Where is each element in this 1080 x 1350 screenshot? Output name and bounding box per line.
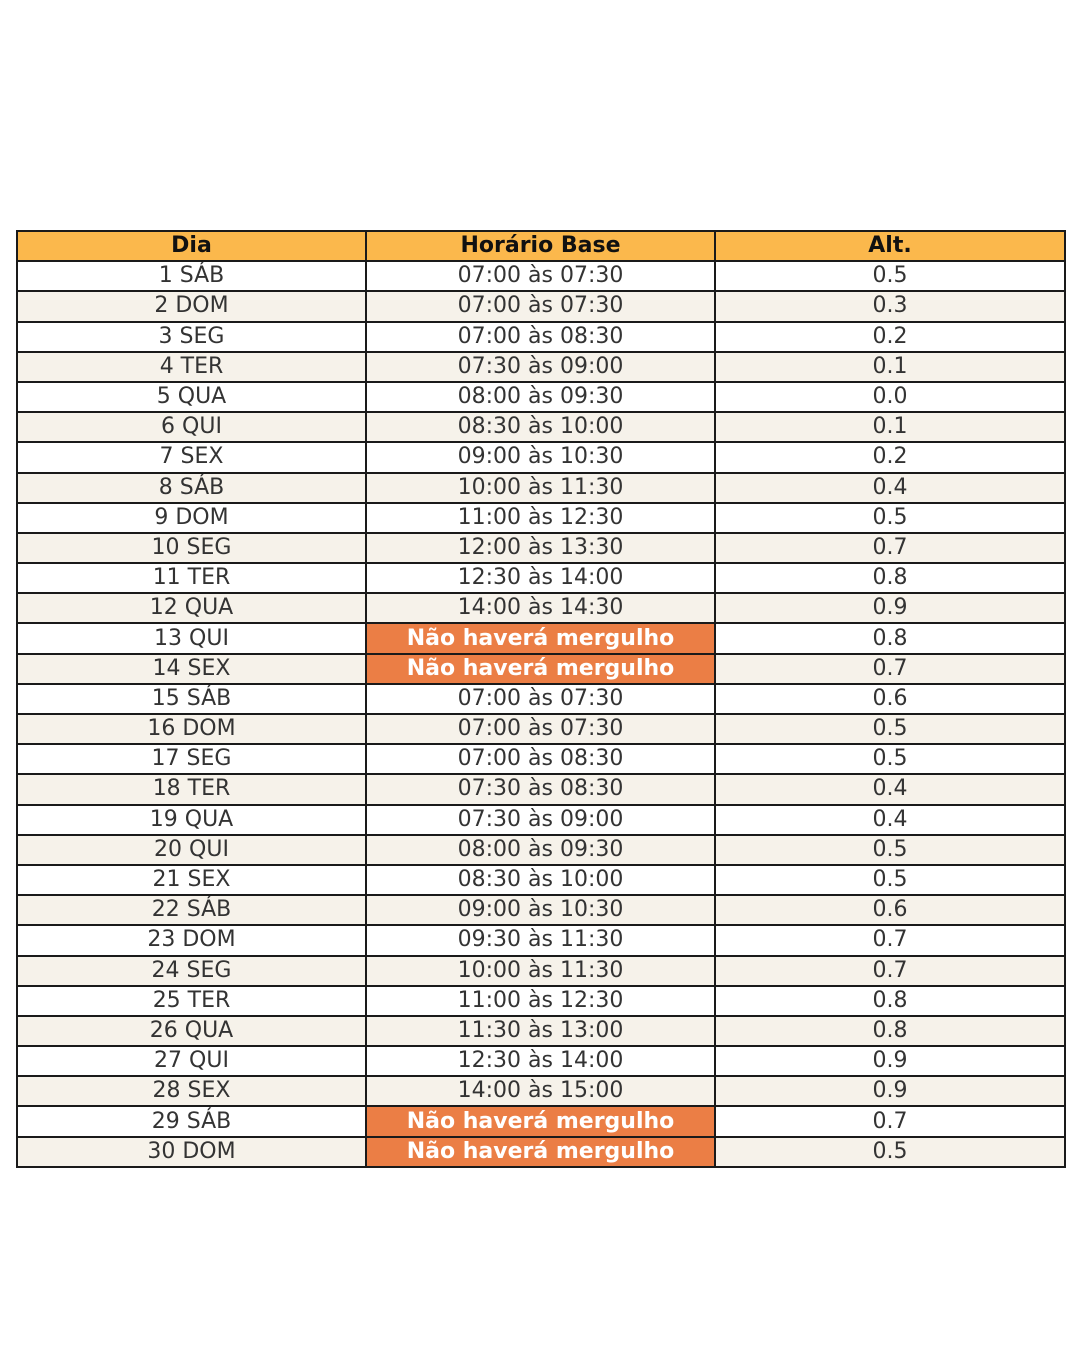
day-cell: 2 DOM: [17, 291, 366, 321]
table-body: [17, 261, 1065, 1167]
day-cell: 20 QUI: [17, 835, 366, 865]
height-cell: 0.8: [715, 1016, 1065, 1046]
table-row: [17, 1016, 1065, 1046]
time-cell: 09:30 às 11:30: [366, 925, 715, 955]
time-cell: 14:00 às 14:30: [366, 593, 715, 623]
day-cell: 3 SEG: [17, 322, 366, 352]
table-row: [17, 1076, 1065, 1106]
table-row: [17, 352, 1065, 382]
table-row: [17, 473, 1065, 503]
table-row: [17, 322, 1065, 352]
header-height: Alt.: [715, 231, 1065, 261]
day-cell: 19 QUA: [17, 805, 366, 835]
height-cell: 0.8: [715, 623, 1065, 653]
height-cell: 0.6: [715, 684, 1065, 714]
time-cell: 07:00 às 08:30: [366, 322, 715, 352]
time-cell: 11:00 às 12:30: [366, 503, 715, 533]
table-row: [17, 623, 1065, 653]
height-cell: 0.1: [715, 412, 1065, 442]
table-row: [17, 442, 1065, 472]
height-cell: 0.9: [715, 1046, 1065, 1076]
tide-schedule-table: [16, 230, 1066, 1168]
day-cell: 7 SEX: [17, 442, 366, 472]
height-cell: 0.4: [715, 473, 1065, 503]
day-cell: 24 SEG: [17, 956, 366, 986]
day-cell: 15 SÁB: [17, 684, 366, 714]
height-cell: 0.6: [715, 895, 1065, 925]
time-cell: 07:30 às 09:00: [366, 352, 715, 382]
table-row: [17, 925, 1065, 955]
day-cell: 21 SEX: [17, 865, 366, 895]
day-cell: 30 DOM: [17, 1137, 366, 1167]
day-cell: 17 SEG: [17, 744, 366, 774]
time-cell: 14:00 às 15:00: [366, 1076, 715, 1106]
height-cell: 0.2: [715, 442, 1065, 472]
height-cell: 0.5: [715, 503, 1065, 533]
table-row: [17, 835, 1065, 865]
table-row: [17, 714, 1065, 744]
height-cell: 0.9: [715, 1076, 1065, 1106]
day-cell: 14 SEX: [17, 654, 366, 684]
time-cell: 11:00 às 12:30: [366, 986, 715, 1016]
day-cell: 22 SÁB: [17, 895, 366, 925]
table-row: [17, 291, 1065, 321]
height-cell: 0.5: [715, 865, 1065, 895]
day-cell: 26 QUA: [17, 1016, 366, 1046]
height-cell: 0.3: [715, 291, 1065, 321]
table-row: [17, 261, 1065, 291]
time-cell: 12:30 às 14:00: [366, 563, 715, 593]
day-cell: 16 DOM: [17, 714, 366, 744]
day-cell: 4 TER: [17, 352, 366, 382]
time-cell: 07:00 às 07:30: [366, 714, 715, 744]
day-cell: 5 QUA: [17, 382, 366, 412]
time-cell: 12:30 às 14:00: [366, 1046, 715, 1076]
table-row: [17, 744, 1065, 774]
day-cell: 27 QUI: [17, 1046, 366, 1076]
table-row: [17, 1106, 1065, 1136]
day-cell: 1 SÁB: [17, 261, 366, 291]
height-cell: 0.7: [715, 533, 1065, 563]
time-cell: 08:00 às 09:30: [366, 382, 715, 412]
table-row: [17, 1046, 1065, 1076]
header-base-time: Horário Base: [366, 231, 715, 261]
table-row: [17, 684, 1065, 714]
table-row: [17, 986, 1065, 1016]
no-dive-cell: Não haverá mergulho: [366, 1106, 715, 1136]
time-cell: 10:00 às 11:30: [366, 956, 715, 986]
day-cell: 23 DOM: [17, 925, 366, 955]
height-cell: 0.8: [715, 986, 1065, 1016]
no-dive-cell: Não haverá mergulho: [366, 1137, 715, 1167]
table-row: [17, 865, 1065, 895]
day-cell: 11 TER: [17, 563, 366, 593]
day-cell: 18 TER: [17, 774, 366, 804]
height-cell: 0.4: [715, 774, 1065, 804]
height-cell: 0.7: [715, 1106, 1065, 1136]
day-cell: 8 SÁB: [17, 473, 366, 503]
height-cell: 0.7: [715, 956, 1065, 986]
time-cell: 07:00 às 08:30: [366, 744, 715, 774]
time-cell: 08:30 às 10:00: [366, 865, 715, 895]
day-cell: 6 QUI: [17, 412, 366, 442]
height-cell: 0.5: [715, 261, 1065, 291]
table-row: [17, 563, 1065, 593]
height-cell: 0.5: [715, 835, 1065, 865]
height-cell: 0.7: [715, 654, 1065, 684]
day-cell: 12 QUA: [17, 593, 366, 623]
table-row: [17, 412, 1065, 442]
table-row: [17, 956, 1065, 986]
time-cell: 07:30 às 08:30: [366, 774, 715, 804]
header-row: [17, 231, 1065, 261]
time-cell: 08:00 às 09:30: [366, 835, 715, 865]
table-row: [17, 774, 1065, 804]
table-row: [17, 895, 1065, 925]
height-cell: 0.9: [715, 593, 1065, 623]
time-cell: 07:00 às 07:30: [366, 291, 715, 321]
day-cell: 25 TER: [17, 986, 366, 1016]
table-row: [17, 1137, 1065, 1167]
height-cell: 0.0: [715, 382, 1065, 412]
table-row: [17, 593, 1065, 623]
height-cell: 0.7: [715, 925, 1065, 955]
height-cell: 0.2: [715, 322, 1065, 352]
height-cell: 0.1: [715, 352, 1065, 382]
time-cell: 12:00 às 13:30: [366, 533, 715, 563]
day-cell: 29 SÁB: [17, 1106, 366, 1136]
time-cell: 08:30 às 10:00: [366, 412, 715, 442]
time-cell: 09:00 às 10:30: [366, 442, 715, 472]
table-row: [17, 533, 1065, 563]
height-cell: 0.8: [715, 563, 1065, 593]
height-cell: 0.5: [715, 714, 1065, 744]
day-cell: 9 DOM: [17, 503, 366, 533]
time-cell: 07:00 às 07:30: [366, 261, 715, 291]
header-day: Dia: [17, 231, 366, 261]
table-row: [17, 805, 1065, 835]
day-cell: 10 SEG: [17, 533, 366, 563]
table-row: [17, 654, 1065, 684]
time-cell: 10:00 às 11:30: [366, 473, 715, 503]
time-cell: 07:00 às 07:30: [366, 684, 715, 714]
height-cell: 0.4: [715, 805, 1065, 835]
time-cell: 11:30 às 13:00: [366, 1016, 715, 1046]
time-cell: 07:30 às 09:00: [366, 805, 715, 835]
table-row: [17, 382, 1065, 412]
day-cell: 28 SEX: [17, 1076, 366, 1106]
day-cell: 13 QUI: [17, 623, 366, 653]
height-cell: 0.5: [715, 1137, 1065, 1167]
table-row: [17, 503, 1065, 533]
no-dive-cell: Não haverá mergulho: [366, 654, 715, 684]
time-cell: 09:00 às 10:30: [366, 895, 715, 925]
height-cell: 0.5: [715, 744, 1065, 774]
no-dive-cell: Não haverá mergulho: [366, 623, 715, 653]
